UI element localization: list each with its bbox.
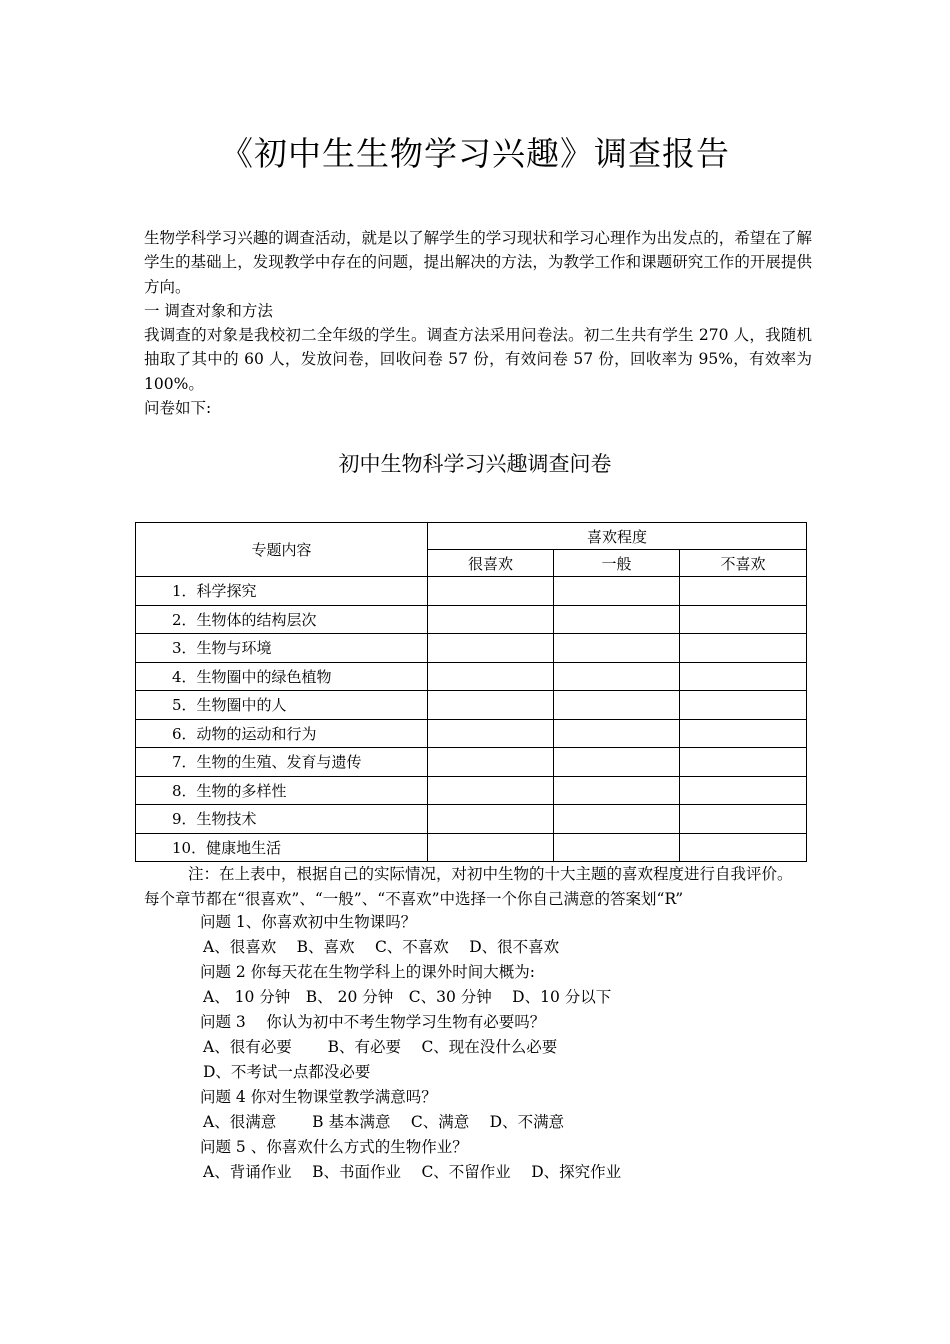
rating-cell-very-like[interactable] — [428, 662, 554, 691]
rating-cell-normal[interactable] — [554, 805, 680, 834]
table-row — [136, 605, 807, 634]
topic-cell: 6．动物的运动和行为 — [136, 719, 428, 748]
report-title: 《初中生生物学习兴趣》调查报告 — [220, 134, 730, 173]
question-text: 问题 4 你对生物课堂教学满意吗？ — [200, 1088, 437, 1106]
table-row — [136, 748, 807, 777]
rating-cell-dislike[interactable] — [680, 605, 807, 634]
rating-cell-very-like[interactable] — [428, 577, 554, 606]
rating-cell-dislike[interactable] — [680, 577, 807, 606]
rating-cell-normal[interactable] — [554, 634, 680, 663]
header-very-like: 很喜欢 — [428, 550, 554, 577]
rating-cell-normal[interactable] — [554, 662, 680, 691]
rating-cell-dislike[interactable] — [680, 662, 807, 691]
answer-options: A、很喜欢 B、喜欢 C、不喜欢 D、很不喜欢 — [203, 938, 560, 956]
answer-options: A、很满意 B 基本满意 C、满意 D、不满意 — [203, 1113, 565, 1131]
table-note — [144, 862, 834, 911]
table-row — [136, 662, 807, 691]
rating-cell-normal[interactable] — [554, 719, 680, 748]
rating-cell-very-like[interactable] — [428, 719, 554, 748]
rating-cell-very-like[interactable] — [428, 833, 554, 862]
topic-cell: 4．生物圈中的绿色植物 — [136, 662, 428, 691]
rating-cell-normal[interactable] — [554, 691, 680, 720]
rating-cell-normal[interactable] — [554, 833, 680, 862]
rating-cell-very-like[interactable] — [428, 605, 554, 634]
topic-cell: 7．生物的生殖、发育与遗传 — [136, 748, 428, 777]
header-normal: 一般 — [554, 550, 680, 577]
topic-cell: 5．生物圈中的人 — [136, 691, 428, 720]
rating-cell-dislike[interactable] — [680, 805, 807, 834]
rating-cell-very-like[interactable] — [428, 634, 554, 663]
rating-cell-normal[interactable] — [554, 605, 680, 634]
question-text: 问题 1、你喜欢初中生物课吗？ — [200, 913, 417, 931]
intro-section — [144, 226, 812, 420]
survey-table — [135, 522, 807, 862]
answer-options: A、很有必要 B、有必要 C、现在没什么必要 — [203, 1038, 558, 1056]
header-topic: 专题内容 — [136, 523, 428, 577]
rating-cell-dislike[interactable] — [680, 691, 807, 720]
section-heading: 一 调查对象和方法 — [144, 301, 273, 320]
topic-cell: 9．生物技术 — [136, 805, 428, 834]
rating-cell-very-like[interactable] — [428, 748, 554, 777]
question-text: 问题 3 你认为初中不考生物学习生物有必要吗？ — [200, 1013, 546, 1031]
question-text: 问题 2 你每天花在生物学科上的课外时间大概为: — [200, 963, 535, 981]
header-dislike: 不喜欢 — [680, 550, 807, 577]
question-text: 问题 5 、你喜欢什么方式的生物作业？ — [200, 1138, 468, 1156]
note-line-1: 注：在上表中，根据自己的实际情况，对初中生物的十大主题的喜欢程度进行自我评价。 — [188, 865, 793, 883]
question-list — [200, 910, 820, 1185]
rating-cell-very-like[interactable] — [428, 805, 554, 834]
topic-cell: 3．生物与环境 — [136, 634, 428, 663]
rating-cell-normal[interactable] — [554, 577, 680, 606]
method-paragraph: 我调查的对象是我校初二全年级的学生。调查方法采用问卷法。初二生共有学生 270 人，我随机抽取了其中的 60 人，发放问卷，回收问卷 57 份，有效问卷 57 份，回收率为 95%，有效率为 100%。 — [144, 326, 812, 393]
topic-cell: 2．生物体的结构层次 — [136, 605, 428, 634]
questionnaire-label: 问卷如下: — [144, 399, 212, 418]
table-row — [136, 634, 807, 663]
header-liking: 喜欢程度 — [428, 523, 807, 550]
table-row — [136, 577, 807, 606]
topic-cell: 10．健康地生活 — [136, 833, 428, 862]
rating-cell-very-like[interactable] — [428, 691, 554, 720]
table-row — [136, 833, 807, 862]
topic-cell: 1．科学探究 — [136, 577, 428, 606]
topic-cell: 8．生物的多样性 — [136, 776, 428, 805]
answer-options: A、背诵作业 B、书面作业 C、不留作业 D、探究作业 — [203, 1163, 622, 1181]
answer-options: D、不考试一点都没必要 — [203, 1063, 371, 1081]
rating-cell-very-like[interactable] — [428, 776, 554, 805]
rating-cell-dislike[interactable] — [680, 776, 807, 805]
table-row — [136, 691, 807, 720]
intro-paragraph: 生物学科学习兴趣的调查活动，就是以了解学生的学习现状和学习心理作为出发点的，希望在了解学生的基础上，发现教学中存在的问题，提出解决的方法，为教学工作和课题研究工作的开展提供方向。 — [144, 229, 812, 296]
table-row — [136, 805, 807, 834]
rating-cell-normal[interactable] — [554, 776, 680, 805]
note-line-2: 每个章节都在“很喜欢”、“一般”、“不喜欢”中选择一个你自己满意的答案划“R” — [144, 889, 684, 908]
table-row — [136, 719, 807, 748]
rating-cell-dislike[interactable] — [680, 748, 807, 777]
rating-cell-dislike[interactable] — [680, 833, 807, 862]
questionnaire-title: 初中生物科学习兴趣调查问卷 — [338, 452, 612, 476]
rating-cell-dislike[interactable] — [680, 634, 807, 663]
rating-cell-dislike[interactable] — [680, 719, 807, 748]
answer-options: A、 10 分钟 B、 20 分钟 C、30 分钟 D、10 分以下 — [203, 988, 612, 1006]
rating-cell-normal[interactable] — [554, 748, 680, 777]
table-row — [136, 776, 807, 805]
